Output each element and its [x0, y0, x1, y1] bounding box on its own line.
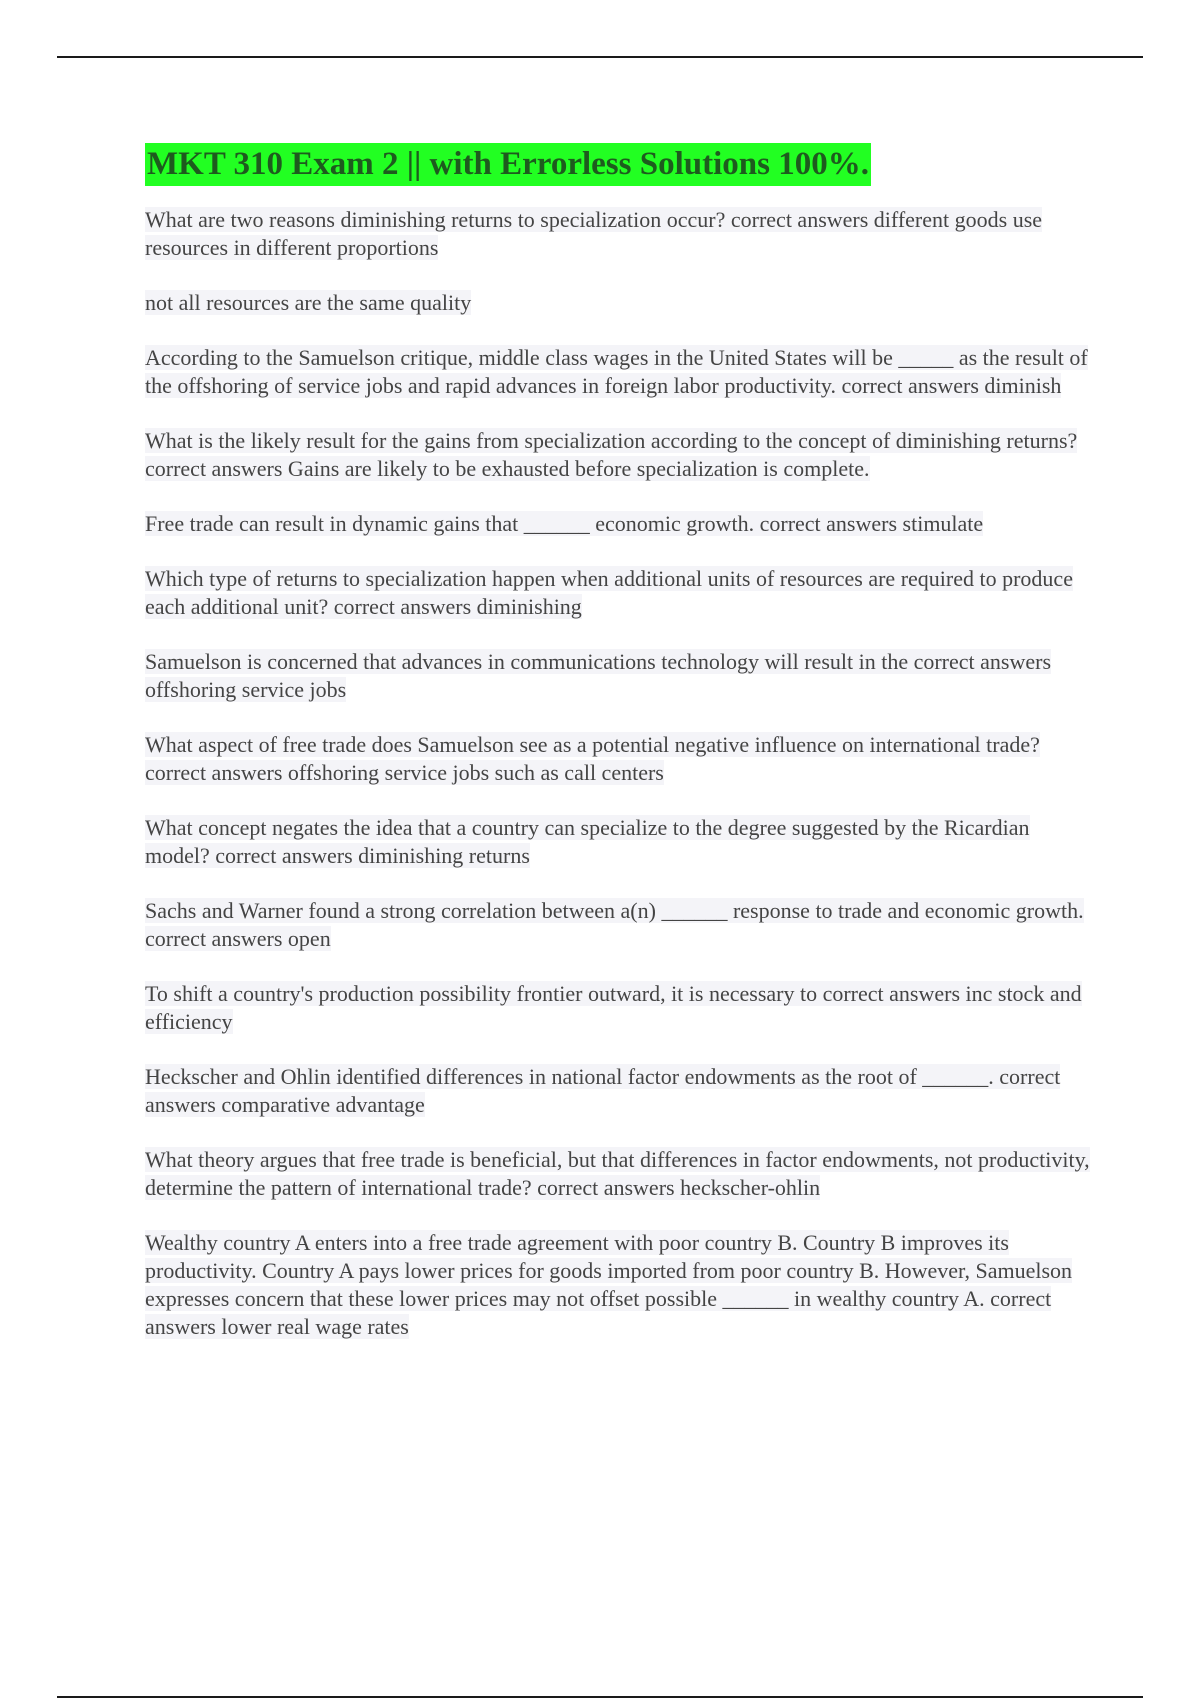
qa-entry-7: Samuelson is concerned that advances in communications technology will result in the correct answers offshoring service jobs: [145, 649, 1052, 702]
qa-entry-13: What theory argues that free trade is beneficial, but that differences in factor endowments, not productivity, determine the pattern of international trade? correct answers heckscher-ohlin: [145, 1147, 1090, 1200]
qa-entry-4: What is the likely result for the gains from specialization according to the concept of diminishing returns? correct answers Gains are likely to be exhausted before specialization is complete.: [145, 428, 1078, 481]
qa-entry-2: not all resources are the same quality: [145, 290, 472, 315]
document-title: [145, 143, 1090, 206]
title-highlight: MKT 310 Exam 2 || with Errorless Solutions 100%.: [145, 143, 871, 186]
qa-entry-1: What are two reasons diminishing returns to specialization occur? correct answers different goods use resources in different proportions: [145, 207, 1043, 260]
qa-entry-12: Heckscher and Ohlin identified differences in national factor endowments as the root of ______. correct answers comparative advantage: [145, 1064, 1061, 1117]
qa-entry-8: What aspect of free trade does Samuelson see as a potential negative influence on international trade? correct answers offshoring service jobs such as call centers: [145, 732, 1040, 785]
top-rule: [57, 56, 1143, 58]
qa-entry-3: According to the Samuelson critique, middle class wages in the United States will be _____ as the result of the offshoring of service jobs and rapid advances in foreign labor productivity. correct answers diminish: [145, 345, 1088, 398]
bottom-rule: [57, 1696, 1143, 1698]
qa-entry-10: Sachs and Warner found a strong correlation between a(n) ______ response to trade and economic growth. correct answers open: [145, 898, 1084, 951]
qa-entry-11: To shift a country's production possibility frontier outward, it is necessary to correct answers inc stock and efficiency: [145, 981, 1082, 1034]
qa-entry-5: Free trade can result in dynamic gains that ______ economic growth. correct answers stimulate: [145, 511, 984, 536]
qa-entry-14: Wealthy country A enters into a free trade agreement with poor country B. Country B improves its productivity. Country A pays lower prices for goods imported from poor country B. However, Samuelson expresses concern that these lower prices may not offset possible ______ in wealthy country A. correct answers lower real wage rates: [145, 1230, 1073, 1339]
qa-entry-9: What concept negates the idea that a country can specialize to the degree suggested by the Ricardian model? correct answers diminishing returns: [145, 815, 1030, 868]
qa-entry-6: Which type of returns to specialization happen when additional units of resources are required to produce each additional unit? correct answers diminishing: [145, 566, 1073, 619]
document-body: [145, 143, 1090, 1368]
